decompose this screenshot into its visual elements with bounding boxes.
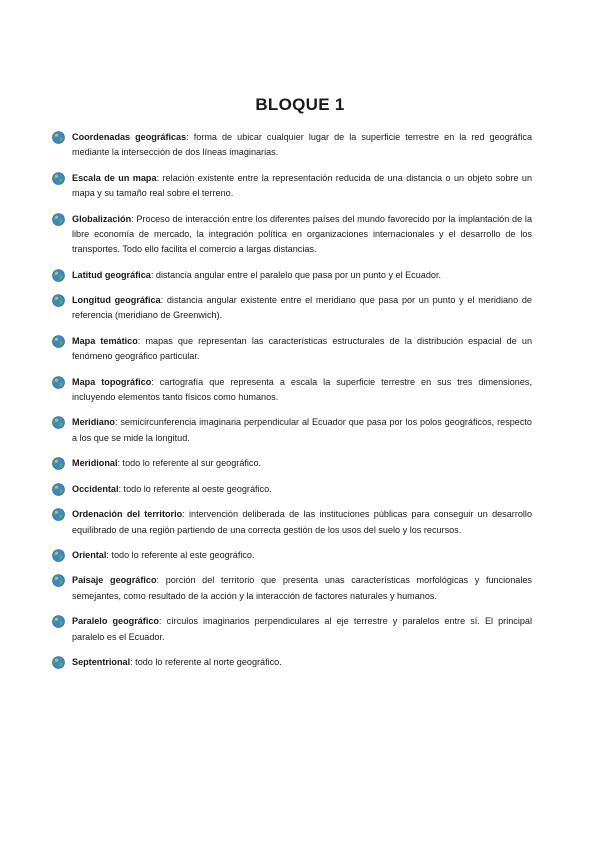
globe-icon [52,213,65,226]
globe-icon [52,549,65,562]
list-item [52,130,532,161]
definition: : intervención deliberada de las instituciones públicas para conseguir un desarrollo equilibrado de una región partiendo de una correcta gestión de los usos del suelo y los recursos. [72,509,533,535]
definition: : todo lo referente al sur geográfico. [117,458,262,469]
definition: : semicircunferencia imaginaria perpendicular al Ecuador que pasa por los polos geográficos, respecto a los que se mide la longitud. [72,417,532,443]
list-item [52,212,532,258]
globe-icon [52,172,65,185]
globe-icon [52,574,65,587]
definition: : forma de ubicar cualquier lugar de la superficie terrestre en la red geográfica mediante la intersección de dos líneas imaginarias. [72,132,532,158]
term: Mapa topográfico [72,376,152,387]
definition: : distancia angular entre el paralelo que pasa por un punto y el Ecuador. [150,269,442,280]
term: Coordenadas geográficas [72,132,187,142]
term: Ordenación del territorio [72,509,183,520]
term: Paralelo geográfico [72,616,159,627]
list-item [52,415,532,446]
list-item [52,293,532,324]
term: Latitud geográfica [72,269,151,280]
term: Escala de un mapa [72,172,157,183]
globe-icon [52,376,65,389]
term: Occidental [72,483,119,494]
term: Globalización [72,213,132,224]
globe-icon [52,335,65,348]
globe-icon [52,457,65,470]
globe-icon [52,508,65,521]
globe-icon [52,294,65,307]
definition: : distancia angular existente entre el meridiano que pasa por un punto y el meridiano de referencia (meridiano de Greenwich). [72,295,532,321]
term: Septentrional [72,657,131,668]
term: Meridiano [72,417,115,428]
globe-icon [52,269,65,282]
definition: : todo lo referente al norte geográfico. [130,657,282,668]
glossary-list [52,130,532,681]
list-item [52,171,532,202]
term: Mapa temático [72,335,138,346]
globe-icon [52,131,65,144]
list-item [52,548,532,563]
definition: : todo lo referente al oeste geográfico. [118,483,272,494]
term: Longitud geográfica [72,295,161,306]
definition: : relación existente entre la representación reducida de una distancia o un objeto sobre un mapa y su tamaño real sobre el terreno. [72,172,532,199]
list-item [52,375,532,406]
term: Meridional [72,458,118,469]
globe-icon [52,416,65,429]
list-item [52,268,532,283]
definition: : mapas que representan las características estructurales de la distribución espacial de un fenómeno geográfico particular. [72,335,532,362]
definition: : Proceso de interacción entre los diferentes países del mundo favorecido por la implantación de la libre economía de mercado, la integración política en organizaciones internacionales y el desarrollo de los transportes. Todo ello facilita el comercio a largas distancias. [72,213,532,255]
list-item [52,334,532,365]
globe-icon [52,656,65,669]
globe-icon [52,483,65,496]
term: Paisaje geográfico [72,575,157,586]
definition: : porción del territorio que presenta unas características morfológicas y funcionales semejantes, como resultado de la acción y la interacción de factores naturales y humanos. [72,575,532,601]
term: Oriental [72,550,107,560]
list-item [52,655,532,670]
globe-icon [52,615,65,628]
list-item [52,614,532,645]
page-title: BLOQUE 1 [255,95,345,114]
list-item [52,456,532,471]
list-item [52,507,532,538]
definition: : cartografía que representa a escala la superficie terrestre en sus tres dimensiones, incluyendo elementos tanto físicos como humanos. [72,376,532,402]
definition: : todo lo referente al este geográfico. [106,550,255,560]
definition: : círculos imaginarios perpendiculares al eje terrestre y paralelos entre sí. El principal paralelo es el Ecuador. [72,616,532,642]
list-item [52,482,532,497]
list-item [52,573,532,604]
